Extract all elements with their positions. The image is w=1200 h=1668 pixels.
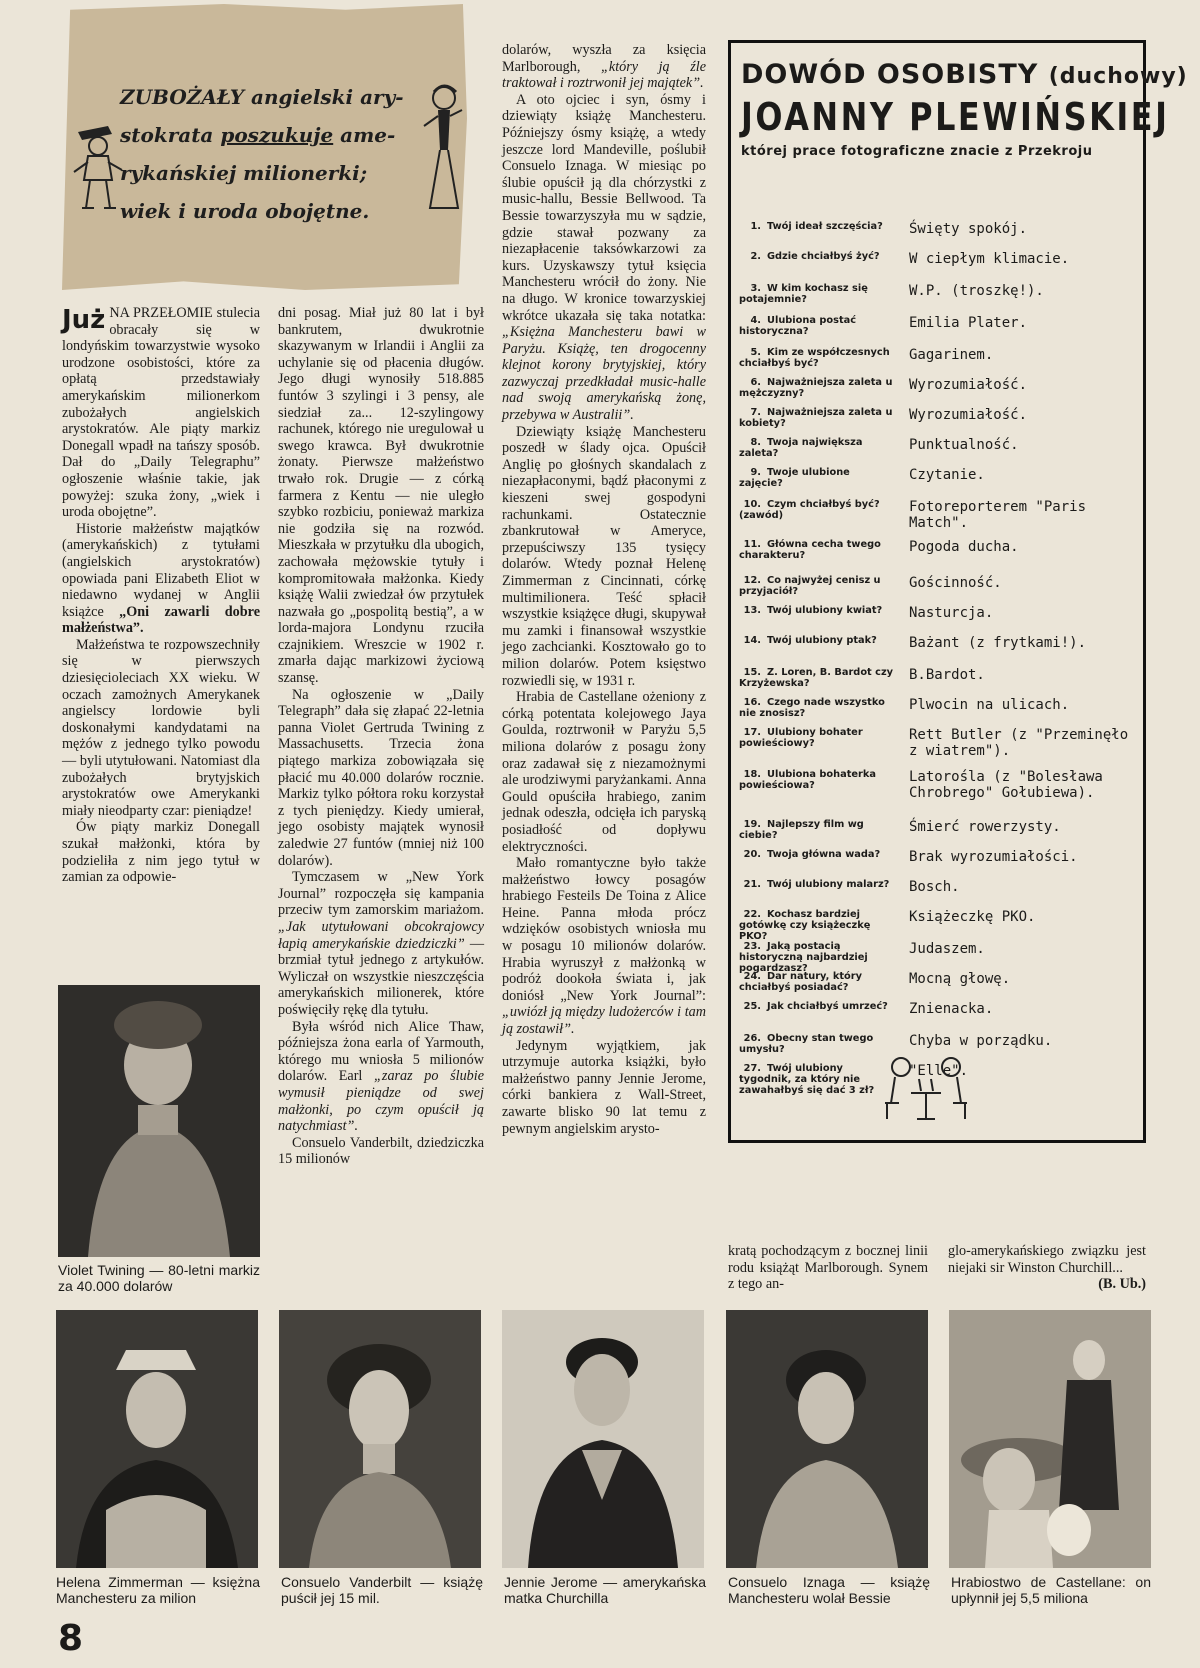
question-text — [739, 539, 897, 561]
question-text — [739, 221, 897, 232]
questionnaire-title-name: JOANNY PLEWIŃSKIEJ — [741, 95, 1170, 139]
col3-para-1: dolarów, wyszła za księcia Marlborough, „który ją źle traktował i roztrwonił jej majątek”. — [502, 42, 706, 92]
question-label: Twój ideał szczęścia? — [767, 221, 883, 232]
headline-text — [120, 78, 420, 230]
col2-para-3: Tymczasem w „New York Journal” rozpoczęła się kampania przeciw tym zamorskim mariażom. „Jak utytułowani obcokrajowcy łapią amerykańskie dziedziczki” — brzmiał tytuł jednego z artykułów. Wyliczał on wszystkie nieszczęścia amerykańskich milionerek, które poświęciły rękę dla tytułu. — [278, 869, 484, 1018]
question-label: Kochasz bardziej gotówkę czy książeczkę PKO? — [739, 909, 871, 942]
question-label: Ulubiony bohater powieściowy? — [739, 727, 863, 749]
article-column-1 — [62, 305, 260, 886]
question-label: Twój ulubiony tygodnik, za który nie zawahałbyś się dać 3 zł? — [739, 1063, 875, 1096]
question-text — [739, 251, 897, 262]
question-number: 3. — [750, 283, 761, 294]
headline-line-2b: ame- — [333, 123, 396, 147]
question-label: Co najwyżej cenisz u przyjaciół? — [739, 575, 881, 597]
question-text — [739, 635, 897, 646]
answer-text: Bażant (z frytkami!). — [909, 635, 1087, 651]
col2-para-2: Na ogłoszenie w „Daily Telegraph” dała się złapać 22-letnia panna Violet Gertruda Twining z Massachusetts. Trzecia żona piątego markiza zobowiązała się płacić mu 40.000 dolarów rocznie. Markiz tylko półtora roku korzystał z tych pieniędzy. Kiedy umierał, jego osobisty majątek wynosił zaledwie 27 funtów (mniej niż 100 dolarów). — [278, 686, 484, 869]
question-number: 14. — [743, 635, 761, 646]
question-text — [739, 347, 897, 369]
question-number: 27. — [743, 1063, 761, 1074]
photo-castellane — [949, 1310, 1151, 1568]
photo-consuelo-vanderbilt — [279, 1310, 481, 1568]
questionnaire-title-1: DOWÓD OSOBISTY (duchowy) — [741, 59, 1188, 90]
answer-text: Znienacka. — [909, 1001, 994, 1017]
question-number: 9. — [750, 467, 761, 478]
question-number: 25. — [743, 1001, 761, 1012]
caption-violet-twining: Violet Twining — 80-letni markiz za 40.000 dolarów — [58, 1262, 260, 1294]
question-number: 20. — [743, 849, 761, 860]
question-text — [739, 1063, 897, 1096]
question-number: 12. — [743, 575, 761, 586]
photo-jennie-jerome — [502, 1310, 704, 1568]
page-number: 8 — [58, 1618, 84, 1659]
question-label: Jak chciałbyś umrzeć? — [767, 1001, 888, 1012]
questionnaire-subtitle: której prace fotograficzne znacie z Przekroju — [741, 144, 1093, 159]
question-text — [739, 499, 897, 521]
answer-text: Gościnność. — [909, 575, 1002, 591]
headline-line-4: wiek i uroda obojętne. — [120, 199, 370, 223]
col3-para-3: Dziewiąty książę Manchesteru poszedł w ślady ojca. Opuścił Anglię po głośnych skandalach z niezapłaconymi, bądź płaconymi z kieszeni swej gospodyni rachunkami. Ostatecznie zbankrutował w Ameryce, przepuściwszy 135 tysięcy dolarów. Wtedy poznał Helenę Zimmerman z Cincinnati, córkę multimilionera. Teść spłacił wszystkie książęce długi, skupywał mu zamki i finansował wszystkie jego zachcianki. Kosztowało go to milion dolarów. Potem księstwo rozwiedli się, w 1931 r. — [502, 423, 706, 689]
portrait-image — [279, 1310, 481, 1568]
answer-text: Mocną głowę. — [909, 971, 1011, 987]
col1-para-4: Ów piąty markiz Donegall szukał małżonki, która by podzieliła z nim jego tytuł w zamian za odpowie- — [62, 819, 260, 886]
lady-figure — [418, 80, 466, 215]
question-number: 24. — [743, 971, 761, 982]
book-title: „Oni zawarli dobre małżeństwa”. — [62, 603, 260, 637]
question-number: 13. — [743, 605, 761, 616]
answer-text: Bosch. — [909, 879, 960, 895]
answer-text: B.Bardot. — [909, 667, 985, 683]
answer-text: Wyrozumiałość. — [909, 407, 1028, 423]
answer-text: Pogoda ducha. — [909, 539, 1019, 555]
answer-text: Punktualność. — [909, 437, 1019, 453]
question-label: Ulubiona postać historyczna? — [739, 315, 857, 337]
answer-text: Gagarinem. — [909, 347, 994, 363]
col2-para-5: Consuelo Vanderbilt, dziedziczka 15 milionów — [278, 1134, 484, 1168]
photo-consuelo-iznaga — [726, 1310, 928, 1568]
question-number: 7. — [750, 407, 761, 418]
question-text — [739, 727, 897, 749]
question-text — [739, 407, 897, 429]
caption-castellane: Hrabiostwo de Castellane: on upłynnił jej 5,5 miliona — [951, 1574, 1151, 1606]
question-label: Główna cecha twego charakteru? — [739, 539, 881, 561]
question-text — [739, 769, 897, 791]
answer-text: Latorośla (z "Bolesława Chrobrego" Gołubiewa). — [909, 769, 1103, 801]
question-text — [739, 849, 897, 860]
portrait-image — [58, 985, 260, 1257]
portrait-image — [949, 1310, 1151, 1568]
headline-line-2a: stokrata — [120, 123, 221, 147]
answer-text: Chyba w porządku. — [909, 1033, 1053, 1049]
photo-helena-zimmerman — [56, 1310, 258, 1568]
question-text — [739, 315, 897, 337]
article-column-5: glo-amerykańskiego związku jest niejaki sir Winston Churchill... (B. Ub.) — [948, 1243, 1146, 1293]
question-number: 10. — [743, 499, 761, 510]
article-column-2 — [278, 305, 484, 1168]
caption-helena-zimmerman: Helena Zimmerman — księżna Manchesteru za milion — [56, 1574, 260, 1606]
col3-para-6: Jedynym wyjątkiem, jak utrzymuje autorka książki, było małżeństwo panny Jennie Jerome, córki bankiera z Wall-Street, zawarte blisko 90 lat temu z pewnym angielskim arysto- — [502, 1037, 706, 1137]
portrait-image — [726, 1310, 928, 1568]
author-signature: (B. Ub.) — [1098, 1276, 1146, 1293]
col3-para-5: Mało romantyczne było także małżeństwo łowcy posagów hrabiego Festeils De Toina z Alice Heine. Panna młoda prócz wdzięków osobistych wniosła mu w posagu 10 milionów dolarów. Hrabia wyruszył z małżonką w podróż dookoła świata i, jak doniósł „New York Journal”: „uwiózł ją między ludożerców i tam ją zostawił”. — [502, 855, 706, 1038]
question-label: Twój ulubiony malarz? — [767, 879, 890, 890]
caption-consuelo-vanderbilt: Consuelo Vanderbilt — książę puścił jej 15 mil. — [281, 1574, 483, 1606]
headline-line-2u: poszukuje — [220, 123, 334, 147]
question-label: Dar natury, który chciałbyś posiadać? — [739, 971, 862, 993]
col2-para-1: dni posag. Miał już 80 lat i był bankrutem, dwukrotnie skazywanym w Irlandii i Anglii za uchylanie się od płacenia długów. Jego długi wynosiły 518.885 funtów 3 szylingi i 3 pensy, ale siedział za... 12-szylingowy rachunek, którego nie uregulował u swego krawca. Był dwukrotnie żonaty. Pierwsze małżeństwo trwało rok. Drugie — z córką farmera z Kentu — nie uległo szybko rozbiciu, ponieważ markiza nie godziła się na rozwód. Mieszkała w przytułku dla ubogich, zachowała mężowskie tytuły i kompromitowała małżonka. Kiedy książę Walii zwiedzał ów przytułek nazwała go „pospolitą bestią”, a w lorda-majora Londynu rzuciła czajnikiem. Wreszcie w 1902 r. zmarła dając markizowi życiową szansę. — [278, 305, 484, 687]
answer-text: Święty spokój. — [909, 221, 1028, 237]
headline-line-1: ZUBOŻAŁY angielski ary- — [120, 85, 404, 109]
question-number: 2. — [750, 251, 761, 262]
question-number: 15. — [743, 667, 761, 678]
col3-para-2: A oto ojciec i syn, ósmy i dziewiąty książę Manchesteru. Późniejszy ósmy książę, a wtedy jeszcze lord Mandeville, poślubił Consuelo Iznaga. W miesiąc po ślubie opuścił ją dla chórzystki z music-hallu, Bessie Bellwood. Ta Bessie towarzyszyła mu w sądzie, gdzie stawał pozwany za niezapłacenie taksówkarzowi za kurs. Uzyskawszy tytuł księcia Manchesteru wrócił do żony. Nie na długo. W kronice towarzyskiej wkrótce ukazała się taka notatka: „Księżna Manchesteru bawi w Paryżu. Książę, ten drogocenny klejnot korony brytyjskiej, który zazwyczaj przedkładał music-halle nad swoją amerykańską żonę, przebywa w Australii”. — [502, 91, 706, 424]
question-label: Czego nade wszystko nie znosisz? — [739, 697, 885, 719]
answer-text: Emilia Plater. — [909, 315, 1028, 331]
question-text — [739, 697, 897, 719]
question-number: 17. — [743, 727, 761, 738]
question-label: Twoja główna wada? — [767, 849, 881, 860]
question-number: 11. — [743, 539, 761, 550]
col1-para-2: Historie małżeństw majątków (amerykańskich) z tytułami (angielskich arystokratów) opowiada pani Elizabeth Eliot w niedawno wydanej w Anglii książce „Oni zawarli dobre małżeństwa”. — [62, 520, 260, 637]
answer-text: Plwocin na ulicach. — [909, 697, 1070, 713]
article-column-3 — [502, 42, 706, 1137]
answer-text: Brak wyrozumiałości. — [909, 849, 1078, 865]
question-label: Twój ulubiony kwiat? — [767, 605, 883, 616]
question-number: 18. — [743, 769, 761, 780]
question-label: Kim ze współczesnych chciałbyś być? — [739, 347, 890, 369]
question-label: Obecny stan twego umysłu? — [739, 1033, 874, 1055]
question-number: 8. — [750, 437, 761, 448]
question-number: 26. — [743, 1033, 761, 1044]
question-text — [739, 879, 897, 890]
question-number: 19. — [743, 819, 761, 830]
question-label: Gdzie chciałbyś żyć? — [767, 251, 880, 262]
question-text — [739, 377, 897, 399]
answer-text: W.P. (troszkę!). — [909, 283, 1044, 299]
caption-consuelo-iznaga: Consuelo Iznaga — książę Manchesteru wolał Bessie — [728, 1574, 930, 1606]
answer-text: Czytanie. — [909, 467, 985, 483]
question-text — [739, 941, 897, 974]
gentleman-figure — [68, 118, 128, 213]
question-number: 5. — [750, 347, 761, 358]
question-label: Najważniejsza zaleta u mężczyzny? — [739, 377, 893, 399]
question-text — [739, 467, 897, 489]
question-label: Twoje ulubione zajęcie? — [739, 467, 850, 489]
article-column-4: kratą pochodzącym z bocznej linii rodu książąt Marlborough. Synem z tego an- — [728, 1243, 928, 1293]
question-text — [739, 437, 897, 459]
question-label: Twoja największa zaleta? — [739, 437, 863, 459]
drop-cap: Już — [62, 305, 106, 335]
answer-text: Fotoreporterem "Paris Match". — [909, 499, 1087, 531]
question-number: 23. — [743, 941, 761, 952]
answer-text: Judaszem. — [909, 941, 985, 957]
answer-text: Śmierć rowerzysty. — [909, 819, 1061, 835]
question-text — [739, 819, 897, 841]
answer-text: Książeczkę PKO. — [909, 909, 1036, 925]
answer-text: Nasturcja. — [909, 605, 994, 621]
question-text — [739, 667, 897, 689]
caption-jennie-jerome: Jennie Jerome — amerykańska matka Churchilla — [504, 1574, 706, 1606]
headline-line-3: rykańskiej milionerki; — [120, 161, 368, 185]
question-number: 4. — [750, 315, 761, 326]
question-number: 1. — [750, 221, 761, 232]
question-text — [739, 1033, 897, 1055]
question-label: Z. Loren, B. Bardot czy Krzyżewska? — [739, 667, 894, 689]
question-label: Jaką postacią historyczną najbardziej pogardzasz? — [739, 941, 868, 974]
photo-violet-twining — [58, 985, 260, 1257]
question-label: Najważniejsza zaleta u kobiety? — [739, 407, 893, 429]
col2-para-4: Była wśród nich Alice Thaw, późniejsza żona earla of Yarmouth, którego mu wniosła 5 milionów dolarów. Earl „zaraz po ślubie wymusił pieniądze od swej małżonki, po czym opuścił ją natychmiast”. — [278, 1018, 485, 1135]
question-number: 6. — [750, 377, 761, 388]
col1-para-1: NA PRZEŁOMIE stulecia obracały się w londyńskim towarzystwie wysoko urodzone osobistości, które za opłatą przedstawiały amerykańskim milionerkom zubożałych angielskich arystokratów. Ale piąty markiz Donegall wpadł na tańszy sposób. Dał do „Daily Telegraphu” ogłoszenie właśnie takie, jak powyżej: szuka żony, „wiek i uroda obojętne”. — [62, 305, 260, 521]
cafe-drawing — [881, 1053, 971, 1123]
question-text — [739, 1001, 897, 1012]
col3-para-4: Hrabia de Castellane ożeniony z córką potentata kolejowego Jaya Goulda, roztrwonił w Paryżu 5,5 miliona dolarów z posagu żony oraz zadawał się z niezamożnymi ale urodziwymi paryżankami. Anna Gould opuściła hrabiego, zanim jednak odeszła, odcięła ich paryską posiadłość od dopływu elektryczności. — [502, 689, 706, 855]
answer-text: Rett Butler (z "Przeminęło z wiatrem"). — [909, 727, 1129, 759]
question-label: W kim kochasz się potajemnie? — [739, 283, 868, 305]
question-text — [739, 971, 897, 993]
question-number: 22. — [743, 909, 761, 920]
answer-text: Wyrozumiałość. — [909, 377, 1028, 393]
question-label: Najlepszy film wg ciebie? — [739, 819, 864, 841]
question-label: Twój ulubiony ptak? — [767, 635, 877, 646]
question-label: Ulubiona bohaterka powieściowa? — [739, 769, 876, 791]
question-text — [739, 283, 897, 305]
portrait-image — [56, 1310, 258, 1568]
answer-text: W ciepłym klimacie. — [909, 251, 1070, 267]
col1-para-3: Małżeństwa te rozpowszechniły się w pierwszych dziesięcioleciach XX wieku. W oczach zamożnych Amerykanek angielscy lordowie byli doskonałymi kandydatami na mężów z jednego tylko powodu — byli utytułowani. Natomiast dla zubożałych brytyjskich arystokratów owe Amerykanki miały nieodparty czar: pieniądze! — [62, 636, 260, 819]
question-number: 21. — [743, 879, 761, 890]
questionnaire-box — [728, 40, 1188, 1143]
question-number: 16. — [743, 697, 761, 708]
portrait-image — [502, 1310, 704, 1568]
answer-text: "Elle". — [909, 1063, 969, 1079]
question-text — [739, 575, 897, 597]
question-text — [739, 605, 897, 616]
question-text — [739, 909, 897, 942]
question-label: Czym chciałbyś być? (zawód) — [739, 499, 880, 521]
